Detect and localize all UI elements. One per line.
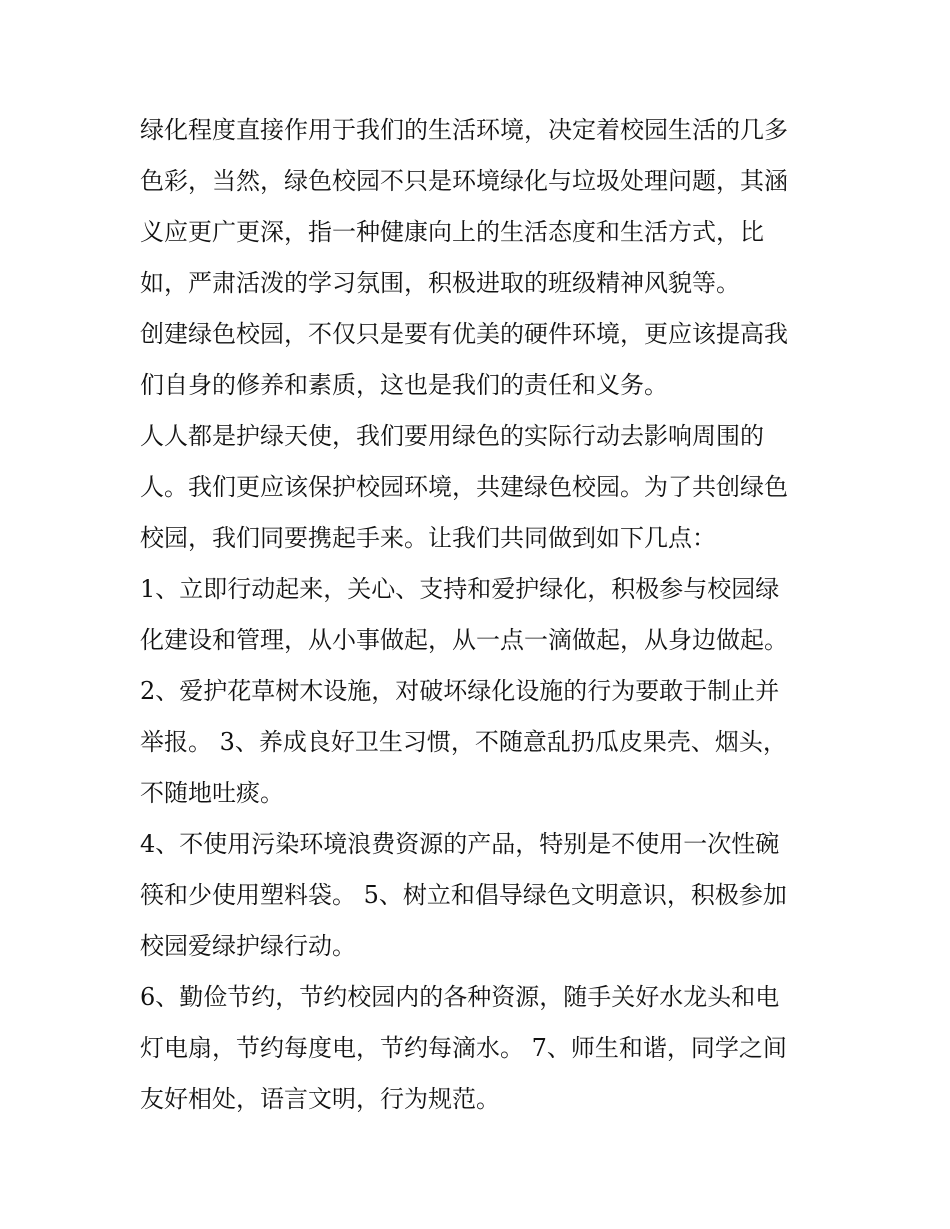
text-line: 如，严肃活泼的学习氛围，积极进取的班级精神风貌等。 (140, 269, 740, 297)
text-line: 友好相处，语言文明，行为规范。 (140, 1085, 500, 1113)
text-line: 不随地吐痰。 (140, 779, 284, 807)
text-line: 们自身的修养和素质，这也是我们的责任和义务。 (140, 371, 668, 399)
text-line: 筷和少使用塑料袋。 5、树立和倡导绿色文明意识，积极参加 (140, 881, 787, 909)
text-line: 人。我们更应该保护校园环境，共建绿色校园。为了共创绿色 (140, 473, 788, 501)
text-line: 化建设和管理，从小事做起，从一点一滴做起，从身边做起。 (140, 626, 788, 654)
document-body (140, 105, 820, 1125)
text-line: 绿化程度直接作用于我们的生活环境，决定着校园生活的几多 (140, 116, 788, 144)
text-line: 校园，我们同要携起手来。让我们共同做到如下几点： (140, 524, 716, 552)
text-line: 色彩，当然，绿色校园不只是环境绿化与垃圾处理问题，其涵 (140, 167, 788, 195)
text-line: 4、不使用污染环境浪费资源的产品，特别是不使用一次性碗 (140, 830, 780, 858)
text-line: 义应更广更深，指一种健康向上的生活态度和生活方式，比 (140, 218, 764, 246)
text-line: 人人都是护绿天使，我们要用绿色的实际行动去影响周围的 (140, 422, 764, 450)
text-line: 1、立即行动起来，关心、支持和爱护绿化，积极参与校园绿 (140, 575, 780, 603)
text-line: 校园爱绿护绿行动。 (140, 932, 356, 960)
text-line: 2、爱护花草树木设施，对破坏绿化设施的行为要敢于制止并 (140, 677, 780, 705)
text-line: 6、勤俭节约，节约校园内的各种资源，随手关好水龙头和电 (140, 983, 780, 1011)
text-line: 灯电扇，节约每度电，节约每滴水。 7、师生和谐，同学之间 (140, 1034, 787, 1062)
text-line: 举报。 3、养成良好卫生习惯，不随意乱扔瓜皮果壳、烟头， (140, 728, 787, 756)
text-line: 创建绿色校园，不仅只是要有优美的硬件环境，更应该提高我 (140, 320, 788, 348)
